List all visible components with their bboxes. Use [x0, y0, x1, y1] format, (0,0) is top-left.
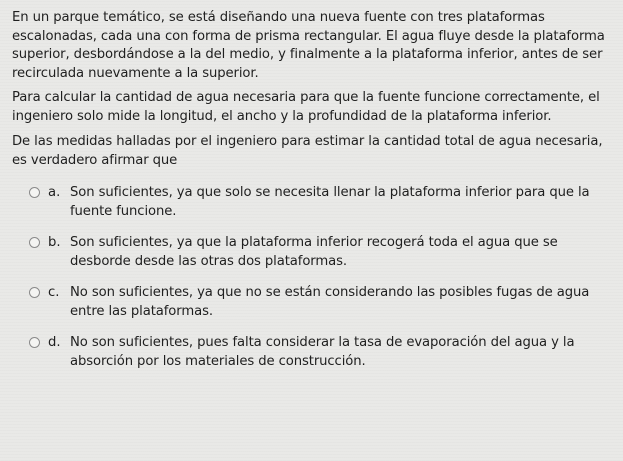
option-text: Son suficientes, ya que solo se necesita llenar la plataforma inferior para que la fuente funcione. [70, 185, 590, 219]
option-text: No son suficientes, pues falta considerar la tasa de evaporación del agua y la absorción por los materiales de construcción. [70, 335, 575, 369]
option-letter: b. [48, 235, 61, 250]
option-d[interactable] [12, 334, 611, 371]
option-c[interactable] [12, 284, 611, 321]
option-a[interactable] [12, 184, 611, 221]
option-letter: c. [48, 285, 60, 300]
radio-button-icon[interactable] [29, 287, 40, 298]
option-text: No son suficientes, ya que no se están considerando las posibles fugas de agua entre las plataformas. [70, 285, 590, 319]
radio-button-icon[interactable] [29, 237, 40, 248]
option-b[interactable] [12, 234, 611, 271]
radio-button-icon[interactable] [29, 187, 40, 198]
question-paragraph-measurement: Para calcular la cantidad de agua necesaria para que la fuente funcione correctamente, el ingeniero solo mide la longitud, el ancho y la profundidad de la plataforma inferior. [12, 90, 600, 124]
radio-button-icon[interactable] [29, 337, 40, 348]
question-paragraph-context: En un parque temático, se está diseñando una nueva fuente con tres plataformas escalonadas, cada una con forma de prisma rectangular. El agua fluye desde la plataforma superior, desbordándose a la del medio, y finalmente a la plataforma inferior, antes de ser recirculada nuevamente a la superior. [12, 10, 605, 81]
question-stem: De las medidas halladas por el ingeniero para estimar la cantidad total de agua necesaria, es verdadero afirmar que [12, 134, 603, 168]
option-letter: a. [48, 185, 61, 200]
option-letter: d. [48, 335, 61, 350]
answer-options [12, 184, 611, 371]
option-text: Son suficientes, ya que la plataforma inferior recogerá toda el agua que se desborde desde las otras dos plataformas. [70, 235, 558, 269]
